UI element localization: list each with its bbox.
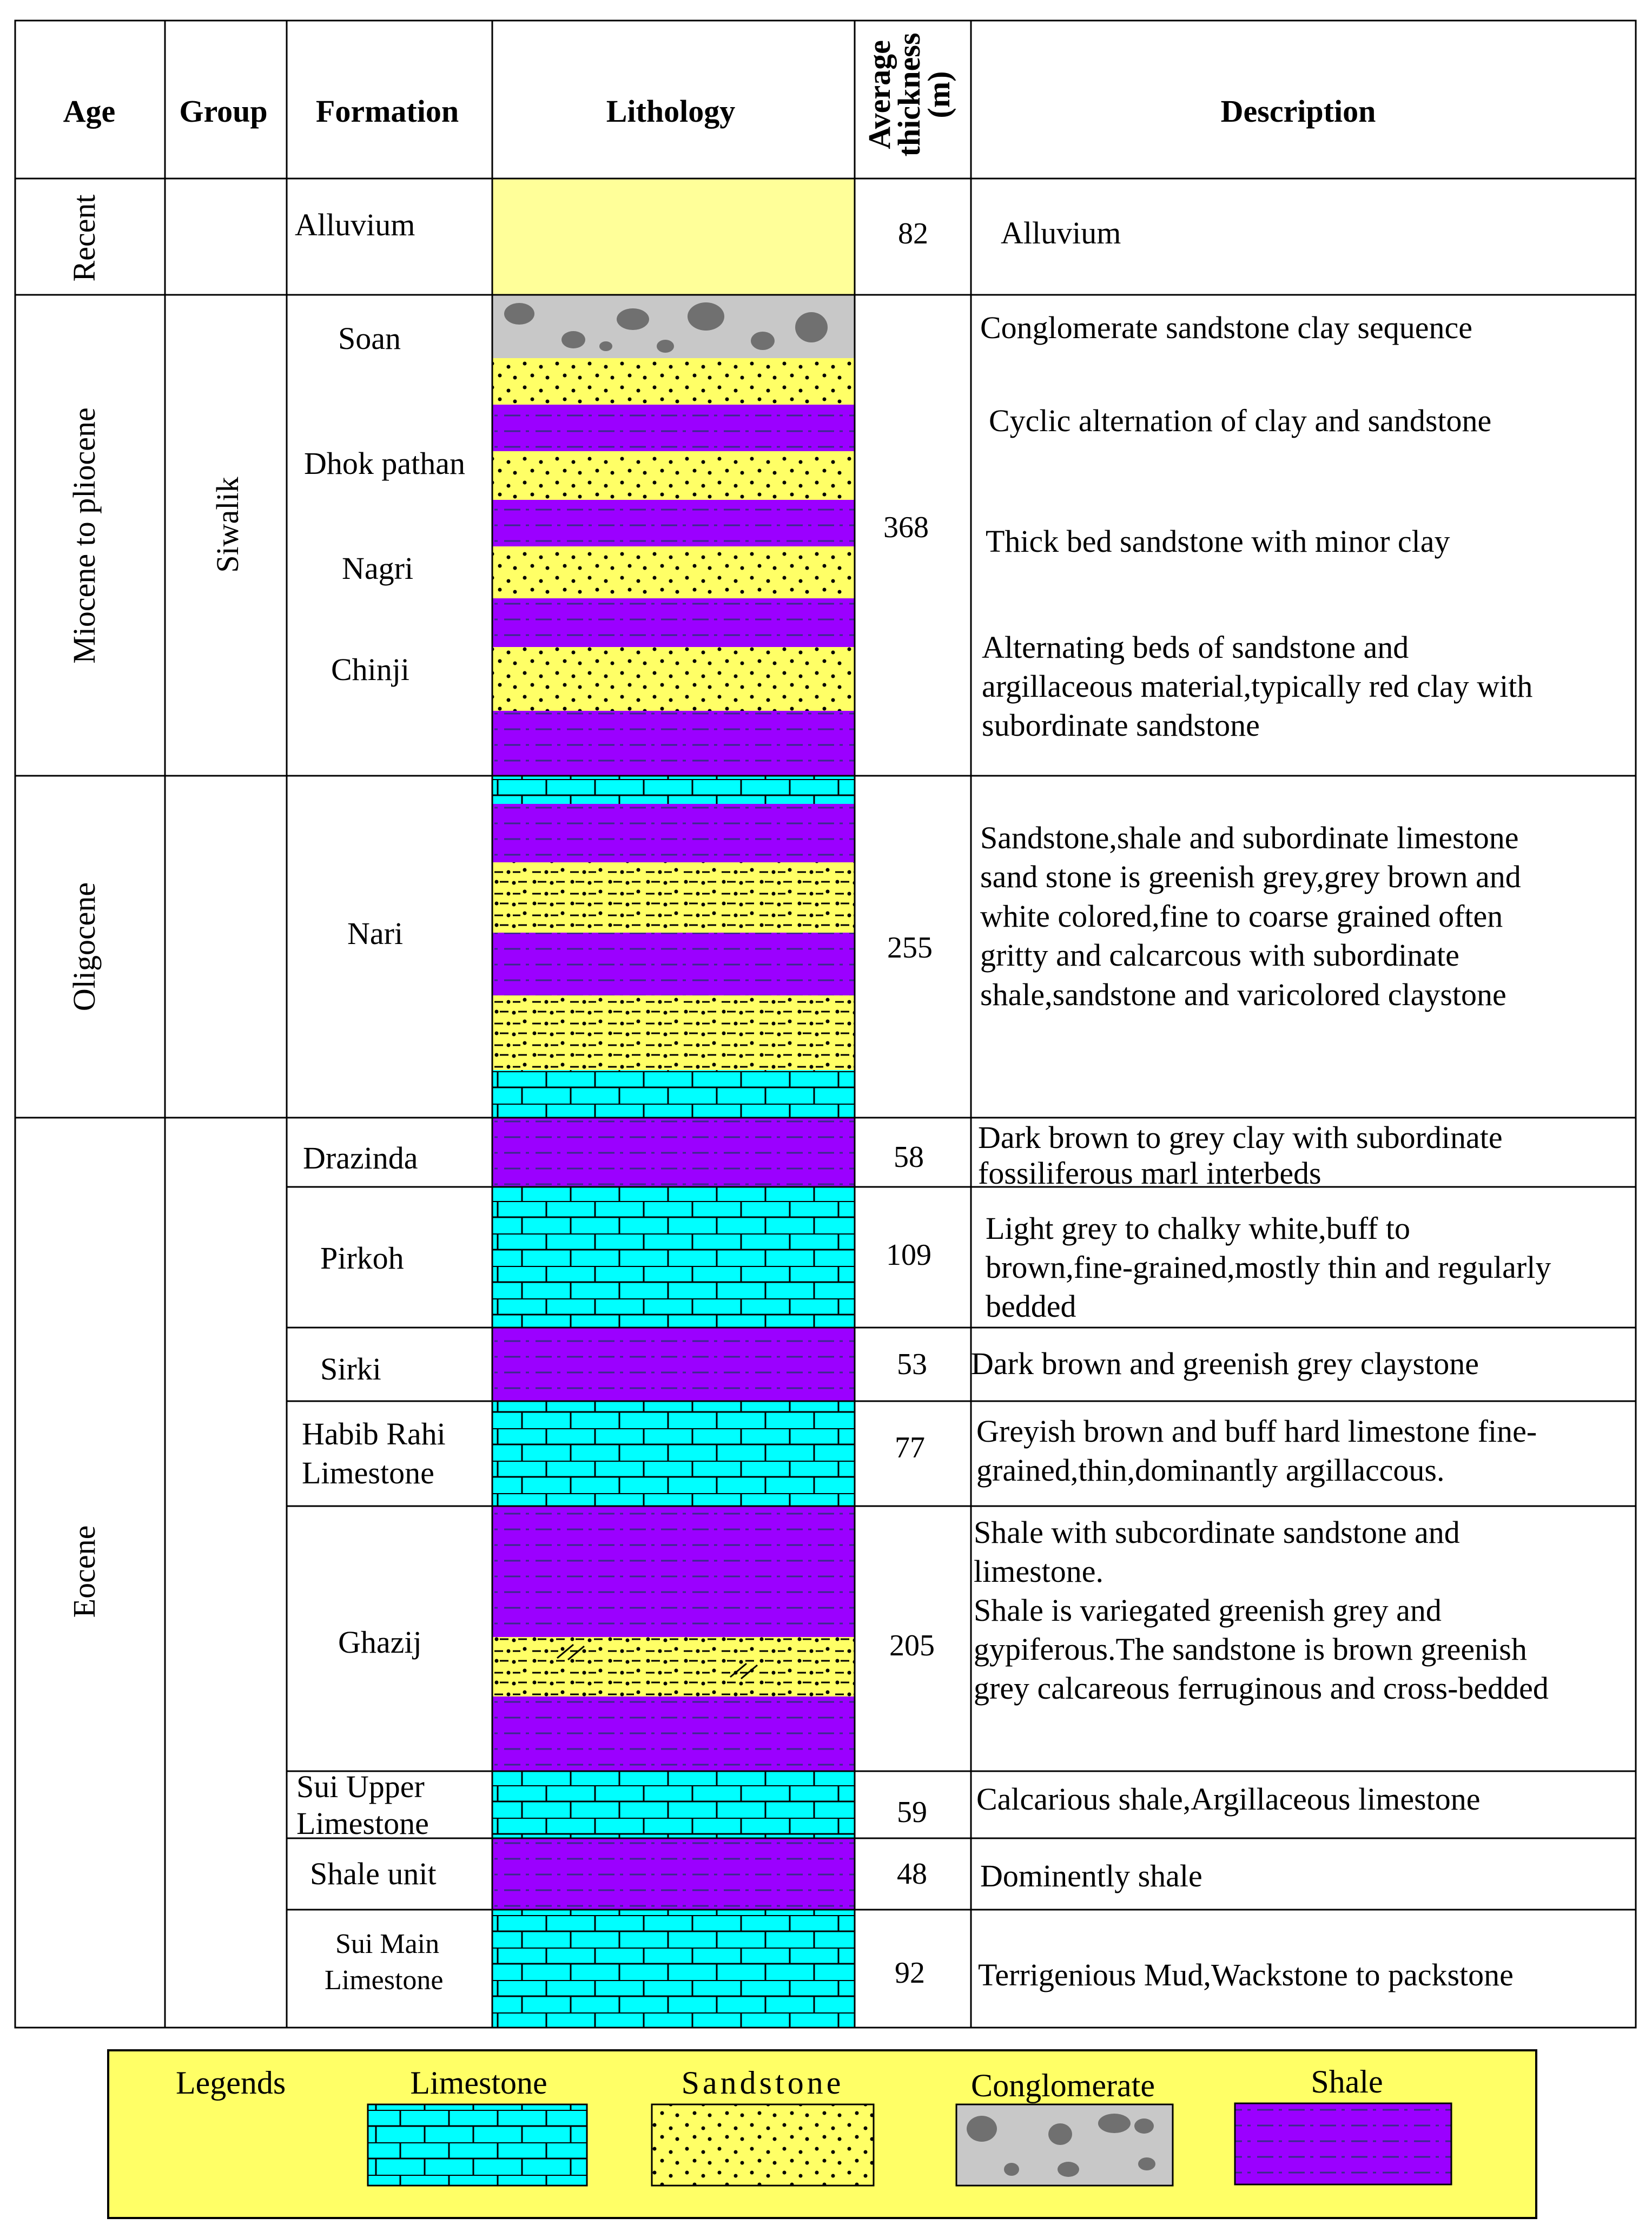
formation-chinji: Chinji [331, 652, 410, 687]
lith-limestone-pirkoh [492, 1187, 855, 1328]
formation-sirki: Sirki [320, 1351, 381, 1387]
formation-alluvium: Alluvium [295, 207, 415, 242]
thickness-shale-unit: 48 [897, 1857, 927, 1891]
thickness-sui-main: 92 [895, 1956, 925, 1990]
desc-habib-rahi-line2: grained,thin,dominantly argillaccous. [976, 1453, 1445, 1488]
header-thickness [862, 33, 956, 157]
lith-limestone-sui-upper [492, 1771, 855, 1838]
lith-alluvium [492, 179, 855, 295]
desc-shale-unit: Dominently shale [980, 1858, 1202, 1893]
desc-sui-main: Terrigenious Mud,Wackstone to packstone [978, 1957, 1514, 1992]
thickness-sirki: 53 [897, 1348, 927, 1381]
desc-nari-line4: gritty and calcarcous with subordinate [980, 938, 1459, 973]
lith-sandstone [492, 358, 855, 405]
lith-limestone-sui-main [492, 1910, 855, 2028]
formation-habib-rahi-line2: Limestone [302, 1455, 434, 1490]
formation-nari: Nari [347, 916, 404, 951]
desc-ghazij-line4: gypiferous.The sandstone is brown greenish [974, 1632, 1527, 1667]
header-lithology: Lithology [606, 94, 736, 129]
legend-label-sandstone: Sandstone [681, 2065, 844, 2101]
thickness-ghazij: 205 [889, 1629, 935, 1662]
formation-soan: Soan [338, 321, 401, 356]
formation-column [295, 207, 465, 1996]
lith-shale [492, 711, 855, 776]
description-column [971, 215, 1551, 1992]
thickness-nari: 255 [887, 931, 933, 965]
thickness-siwalik: 368 [883, 511, 929, 544]
header-formation: Formation [315, 94, 459, 129]
formation-sui-main-line2: Limestone [325, 1965, 444, 1996]
thickness-alluvium: 82 [898, 217, 928, 250]
legend-label-shale: Shale [1311, 2064, 1383, 2100]
formation-sui-main-line1: Sui Main [335, 1929, 440, 1959]
lith-shale-unit [492, 1838, 855, 1910]
desc-ghazij-line1: Shale with subcordinate sandstone and [974, 1515, 1460, 1550]
age-column [67, 194, 102, 1618]
lith-shale-sirki [492, 1328, 855, 1401]
lith-limestone [492, 776, 855, 804]
lith-sandstone [492, 451, 855, 500]
legend-swatch-sandstone [652, 2104, 874, 2186]
header-thickness-line2: thickness [891, 32, 927, 157]
desc-dhok-pathan: Cyclic alternation of clay and sandstone [989, 403, 1492, 438]
desc-ghazij-line5: grey calcareous ferruginous and cross-bedded [974, 1671, 1549, 1706]
desc-pirkoh-line2: brown,fine-grained,mostly thin and regularly [986, 1250, 1551, 1285]
lith-shale [492, 804, 855, 862]
lith-shale [492, 933, 855, 995]
group-siwalik: Siwalik [210, 477, 245, 573]
lith-shale [492, 405, 855, 451]
formation-sui-upper-line1: Sui Upper [296, 1769, 425, 1804]
desc-chinji-line3: subordinate sandstone [982, 708, 1260, 743]
desc-nari-line2: sand stone is greenish grey,grey brown and [980, 859, 1521, 894]
formation-habib-rahi-line1: Habib Rahi [302, 1416, 446, 1451]
desc-soan: Conglomerate sandstone clay sequence [980, 310, 1472, 345]
age-eocene: Eocene [67, 1525, 102, 1618]
desc-nari-line3: white colored,fine to coarse grained often [980, 899, 1503, 934]
lith-sandstone [492, 546, 855, 598]
lith-shale-drazinda [492, 1118, 855, 1187]
lith-shale [492, 598, 855, 647]
formation-nagri: Nagri [342, 551, 414, 586]
desc-habib-rahi-line1: Greyish brown and buff hard limestone fine- [976, 1414, 1537, 1449]
header-thickness-line1: Average [862, 40, 897, 149]
legend-title: Legends [176, 2065, 286, 2101]
table-header [63, 33, 1376, 157]
desc-alluvium: Alluvium [1001, 215, 1121, 250]
desc-pirkoh-line1: Light grey to chalky white,buff to [986, 1211, 1410, 1246]
header-description: Description [1220, 94, 1376, 129]
desc-pirkoh-line3: bedded [986, 1289, 1076, 1324]
formation-sui-upper-line2: Limestone [296, 1806, 429, 1841]
thickness-pirkoh: 109 [886, 1238, 931, 1272]
desc-nagri: Thick bed sandstone with minor clay [986, 524, 1450, 559]
thickness-drazinda: 58 [894, 1140, 924, 1174]
lith-shaly-sandstone [492, 862, 855, 933]
lith-shale [492, 500, 855, 546]
desc-sui-upper: Calcarious shale,Argillaceous limestone [976, 1781, 1481, 1817]
thickness-column [883, 217, 935, 1990]
lith-limestone-habib-rahi [492, 1401, 855, 1506]
desc-drazinda-line1: Dark brown to grey clay with subordinate [978, 1120, 1503, 1155]
age-recent: Recent [67, 194, 102, 282]
formation-ghazij: Ghazij [338, 1625, 422, 1660]
header-thickness-line3: (m) [921, 71, 956, 118]
age-oligocene: Oligocene [67, 882, 102, 1012]
legend-box [108, 2050, 1536, 2218]
age-miocene-pliocene: Miocene to pliocene [67, 407, 102, 664]
lith-shale-ghazij-upper [492, 1697, 855, 1771]
legend-swatch-limestone [368, 2104, 587, 2186]
desc-sirki: Dark brown and greenish grey claystone [971, 1346, 1479, 1381]
thickness-habib-rahi: 77 [895, 1431, 925, 1464]
formation-dhok-pathan: Dhok pathan [304, 446, 465, 481]
desc-ghazij-line2: limestone. [974, 1554, 1104, 1589]
header-group: Group [179, 94, 268, 129]
formation-shale-unit: Shale unit [310, 1856, 437, 1891]
formation-pirkoh: Pirkoh [320, 1240, 404, 1276]
formation-drazinda: Drazinda [303, 1140, 418, 1176]
lith-shaly-sandstone [492, 995, 855, 1070]
desc-nari-line5: shale,sandstone and varicolored claystone [980, 977, 1506, 1012]
legend-label-conglomerate: Conglomerate [971, 2068, 1155, 2103]
desc-ghazij-line3: Shale is variegated greenish grey and [974, 1593, 1442, 1628]
desc-nari-line1: Sandstone,shale and subordinate limestone [980, 820, 1519, 855]
lith-shale-ghazij [492, 1506, 855, 1637]
legend-swatch-shale [1235, 2103, 1451, 2184]
legend-label-limestone: Limestone [410, 2065, 547, 2101]
lithology-column [492, 179, 855, 2028]
lith-sandstone [492, 647, 855, 711]
desc-drazinda-line2: fossiliferous marl interbeds [978, 1156, 1321, 1191]
header-age: Age [63, 94, 116, 129]
lith-limestone [492, 1070, 855, 1118]
desc-chinji-line2: argillaceous material,typically red clay with [982, 669, 1533, 704]
thickness-sui-upper: 59 [897, 1796, 927, 1829]
lith-shaly-sandstone-ghazij [492, 1637, 855, 1697]
desc-chinji-line1: Alternating beds of sandstone and [982, 630, 1409, 665]
